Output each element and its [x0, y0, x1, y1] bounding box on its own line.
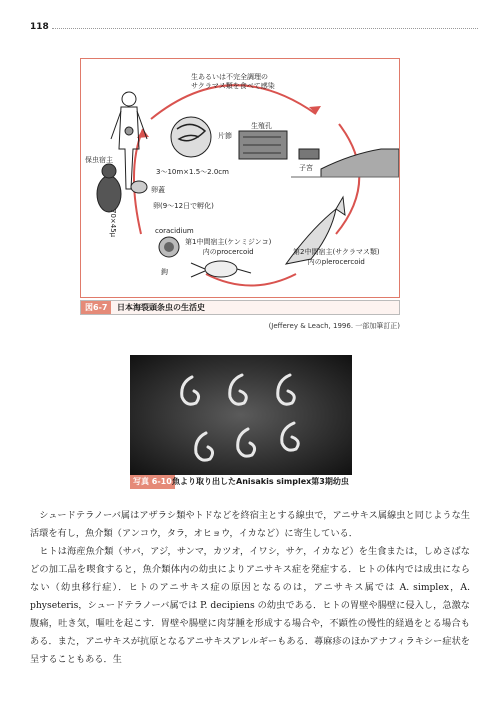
- label-genital-pore: 生殖孔: [251, 122, 272, 130]
- figure-caption-tag: 図6-7: [81, 301, 111, 314]
- copepod-icon: [191, 261, 251, 277]
- label-infection: 生あるいは不完全調理の サクラマス類を食べて感染: [191, 73, 275, 90]
- label-size: 3〜10m×1.5〜2.0cm: [156, 168, 229, 176]
- life-cycle-figure: [80, 58, 400, 298]
- label-first-host: 第1中間宿主(ケンミジンコ) 内のprocercoid: [185, 238, 272, 256]
- figure-source: (Jefferey & Leach, 1996. 一部加筆訂正): [268, 322, 400, 330]
- paragraph-2: ヒトは海産魚介類（サバ，アジ，サンマ，カツオ，イワシ，サケ，イカなど）を生食または，しめさばなどの加工品を喫食すると，魚介類体内の幼虫によりアニサキス症を発症する．ヒトの体内では成虫にならない（幼虫移行症）．ヒトのアニサキス症の原因となるのは，アニサキス属では A. simplex，A. physeteris，シュードテラノーバ属では P. decipiens の幼虫である．ヒトの胃壁や腸壁に侵入し，急激な腹痛，吐き気，嘔吐を起こす．胃壁や腸壁に肉芽腫を形成する場合や，不顕性の慢性的経過をとる場合もある．また，アニサキスが抗原となるアニサキスアレルギーもある．蕁麻疹のほかアナフィラキシー症状を呈することもある．生: [30, 546, 470, 665]
- page-number: 118: [30, 22, 49, 32]
- header-rule: [52, 28, 478, 29]
- egg-icon: [131, 181, 147, 193]
- larvae-drawing: [130, 355, 352, 475]
- uterus-icon: [299, 149, 319, 159]
- figure-caption-title: 日本海裂頭条虫の生活史: [117, 303, 205, 312]
- arrow-right: [336, 124, 359, 234]
- label-hook: 鉤: [161, 268, 168, 276]
- photo-caption: [130, 475, 352, 489]
- label-egg: 卵蓋: [151, 186, 165, 194]
- label-coracidium: coracidium: [155, 227, 194, 235]
- human-figure: [111, 92, 147, 189]
- larva-4: [196, 433, 213, 460]
- photo-caption-title: 魚より取り出したAnisakis simplex第3期幼虫: [172, 477, 349, 486]
- label-segment: 片節: [218, 132, 232, 140]
- body-text: [30, 507, 470, 669]
- label-second-host: 第2中間宿主(サクラマス類) 内のplerocercoid: [293, 248, 380, 266]
- figure-caption: [80, 300, 400, 315]
- label-egg-days: 卵(9〜12日で孵化): [153, 202, 214, 210]
- label-definitive-host: 保虫宿主: [85, 156, 113, 164]
- larva-2: [230, 375, 247, 404]
- tapeworm-coil: [171, 117, 211, 157]
- larva-6: [282, 423, 299, 450]
- label-egg-size: 70×45μ: [109, 209, 117, 238]
- anisakis-photo: [130, 355, 352, 475]
- photo-caption-tag: 写真 6-10: [130, 475, 175, 489]
- larva-5: [238, 429, 255, 456]
- larva-3: [278, 375, 295, 404]
- paragraph-1: シュードテラノーバ属はアザラシ類やトドなどを終宿主とする線虫で，アニサキス属線虫と同じような生活環を有し，魚介類（アンコウ，タラ，オヒョウ，イカなど）に寄生している．: [30, 510, 470, 539]
- bear-figure: [97, 164, 121, 212]
- larva-1: [182, 377, 199, 404]
- label-uterus: 子宮: [299, 164, 313, 172]
